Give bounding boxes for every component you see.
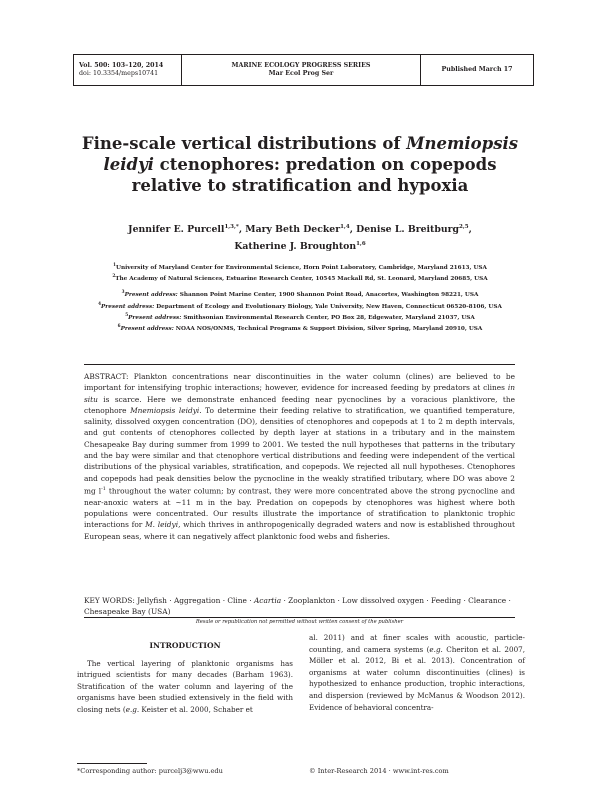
author-affil: 1,6 (356, 241, 366, 248)
affiliation (70, 288, 530, 299)
section-heading: INTRODUCTION (149, 641, 221, 650)
corresponding-author: *Corresponding author: purcelj3@wwu.edu (77, 767, 223, 775)
intro-paragraph (77, 658, 293, 716)
affil-text: Smithsonian Environmental Research Center, PO Box 28, Edgewater, Maryland 21037, USA (183, 314, 475, 321)
keywords-text: Jellyfish · Aggregation · Cline · (134, 596, 254, 605)
affil-text: Shannon Point Marine Center, 1900 Shannon Point Road, Anacortes, Washington 98221, USA (179, 292, 479, 299)
abstract (84, 371, 515, 542)
abstract-top-rule (84, 364, 515, 365)
intro-text: The vertical layering of planktonic organisms has intrigued scientists for many decades (Barham 1963). Stratification of the water column and layering of the organisms have been studied extensively in the field with closing nets ( (77, 658, 293, 714)
intro-italic: e.g. (125, 704, 140, 714)
keywords-italic: Acartia (253, 596, 282, 605)
author-affil: 1,4 (340, 224, 350, 230)
affil-label: Present address: (101, 303, 155, 310)
title-text-2: ctenophores: predation on copepods relative to stratification and hypoxia (131, 155, 497, 195)
resale-notice: Resale or republication not permitted without written consent of the publisher (195, 619, 404, 625)
author-name: Katherine J. Broughton (234, 241, 357, 253)
author-affil: 1,3,* (224, 224, 239, 230)
abstract-text: throughout the water column; by contrast, they were more concentrated above the strong pycnocline and near-anoxic waters at ~11 m in the bay. Predation on copepods by ctenophores was highest where both populations were concentrated. Our results illustrate the importance of stratification to planktonic trophic interactions for (84, 486, 516, 530)
intro-text: Cheriton et al. 2007, Möller et al. 2012, Bi et al. 2013). Concentration of organisms at water column discontinuities (clines) is hypothesized to enhance production, trophic interactions, and dispersion (reviewed by McManus & Woodson 2012). Evidence of behavioral concentra- (309, 644, 525, 712)
author-list: Jennifer E. Purcell$^{1,3,*}$, Mary Beth Decker$^{1,4}$, Denise L. Breitburg$^{2,5}$, Katherine J. Broughton$^{1,6}$ (128, 224, 472, 253)
affil-num: 4 (98, 300, 102, 306)
author-name: Jennifer E. Purcell (128, 224, 225, 236)
volume-info: Vol. 500: 103–120, 2014 (79, 61, 164, 69)
abstract-bottom-rule (84, 617, 515, 618)
header-citation-cell (74, 55, 182, 85)
intro-italic: e.g. (429, 644, 443, 654)
affil-num: 5 (125, 311, 129, 317)
title-species: Mnemiopsis leidyi (103, 134, 519, 174)
abstract-italic: M. leidyi (145, 520, 179, 530)
affiliations (70, 261, 530, 333)
journal-header (73, 54, 534, 86)
affil-label: Present address: (120, 325, 174, 332)
author-name: Mary Beth Decker (245, 224, 341, 236)
header-date-cell (421, 55, 533, 85)
affil-text: Department of Ecology and Evolutionary Biology, Yale University, New Haven, Connecticut 06520-8106, USA (156, 303, 502, 310)
abstract-text: Plankton concentrations near discontinuities in the water column (clines) are believed to be important for intensifying trophic interactions; however, evidence for increased feeding by predators at clines (84, 372, 515, 393)
affil-text: NOAA NOS/ONMS, Technical Programs & Support Division, Silver Spring, Maryland 20910, USA (175, 325, 483, 332)
copyright: © Inter-Research 2014 · www.int-res.com (309, 767, 449, 775)
abstract-italic: Mnemiopsis leidyi (130, 405, 200, 415)
abstract-text: is scarce. Here we demonstrate enhanced feeding near pycnoclines by a voracious planktivore, the ctenophore (84, 394, 515, 415)
abstract-italic: in situ (84, 383, 515, 404)
affiliation (70, 261, 530, 272)
abstract-label: ABSTRACT: (84, 372, 129, 381)
intro-text: Keister et al. 2000, Schaber et (139, 704, 253, 714)
keywords-text: · Zooplankton · Low dissolved oxygen · Feeding · Clearance · Chesapeake Bay (USA) (84, 596, 511, 617)
author-name: Denise L. Breitburg (356, 224, 459, 236)
doi[interactable]: doi: 10.3354/meps10741 (79, 70, 159, 77)
keywords (84, 595, 515, 618)
intro-text: al. 2011) and at finer scales with acoustic, particle-counting, and camera systems ( (309, 633, 525, 654)
abstract-text: , which thrives in anthropogenically degraded waters and now is established throughout European seas, where it can negatively affect planktonic food webs and fisheries. (84, 520, 515, 541)
published-date: Published March 17 (441, 65, 513, 73)
affil-text: University of Maryland Center for Environmental Science, Horn Point Laboratory, Cambridge, Maryland 21613, USA (115, 264, 487, 271)
affil-num: 6 (117, 322, 121, 328)
intro-column-1 (77, 640, 293, 716)
header-journal-cell (182, 55, 421, 85)
affil-label: Present address: (124, 292, 178, 299)
intro-column-2 (309, 632, 525, 713)
affiliation (70, 300, 530, 311)
affil-num: 1 (113, 262, 116, 267)
affiliation (70, 311, 530, 322)
abstract-text: . To determine their feeding relative to stratification, we quantified temperature, salinity, dissolved oxygen concentration (DO), densities of ctenophores and copepods at 1 to 2 m depth intervals, and gut contents of ctenophores collected by depth layer at stations in a tributary and in the mainstem Chesapeake Bay during summer from 1999 to 2001. We tested the null hypotheses that patterns in the tributary and the bay were similar and that ctenophore vertical distributions and feeding were independent of the vertical distributions of the physical variables, stratification, and copepods. We rejected all null hypotheses. Ctenophores and copepods had peak densities below the pycnocline in the weakly stratified tributary, where DO was above 2 mg l (84, 405, 515, 496)
author-affil: 2,5 (459, 224, 469, 230)
footnote-rule (77, 763, 147, 764)
journal-abbrev: Mar Ecol Prog Ser (268, 70, 334, 77)
affil-num: 3 (121, 289, 125, 295)
affiliation (70, 322, 530, 333)
affil-num: 2 (112, 273, 116, 279)
journal-name: MARINE ECOLOGY PROGRESS SERIES (231, 61, 371, 69)
affil-text: The Academy of Natural Sciences, Estuarine Research Center, 10545 Mackall Rd, St. Leonard, Maryland 20685, USA (115, 276, 488, 283)
abstract-sup: -1 (101, 485, 106, 492)
affil-label: Present address: (128, 314, 182, 321)
keywords-label: KEY WORDS: (84, 596, 135, 605)
affiliation (70, 272, 530, 283)
paper-title (70, 133, 530, 196)
title-text-1: Fine-scale vertical distributions of (81, 134, 407, 153)
